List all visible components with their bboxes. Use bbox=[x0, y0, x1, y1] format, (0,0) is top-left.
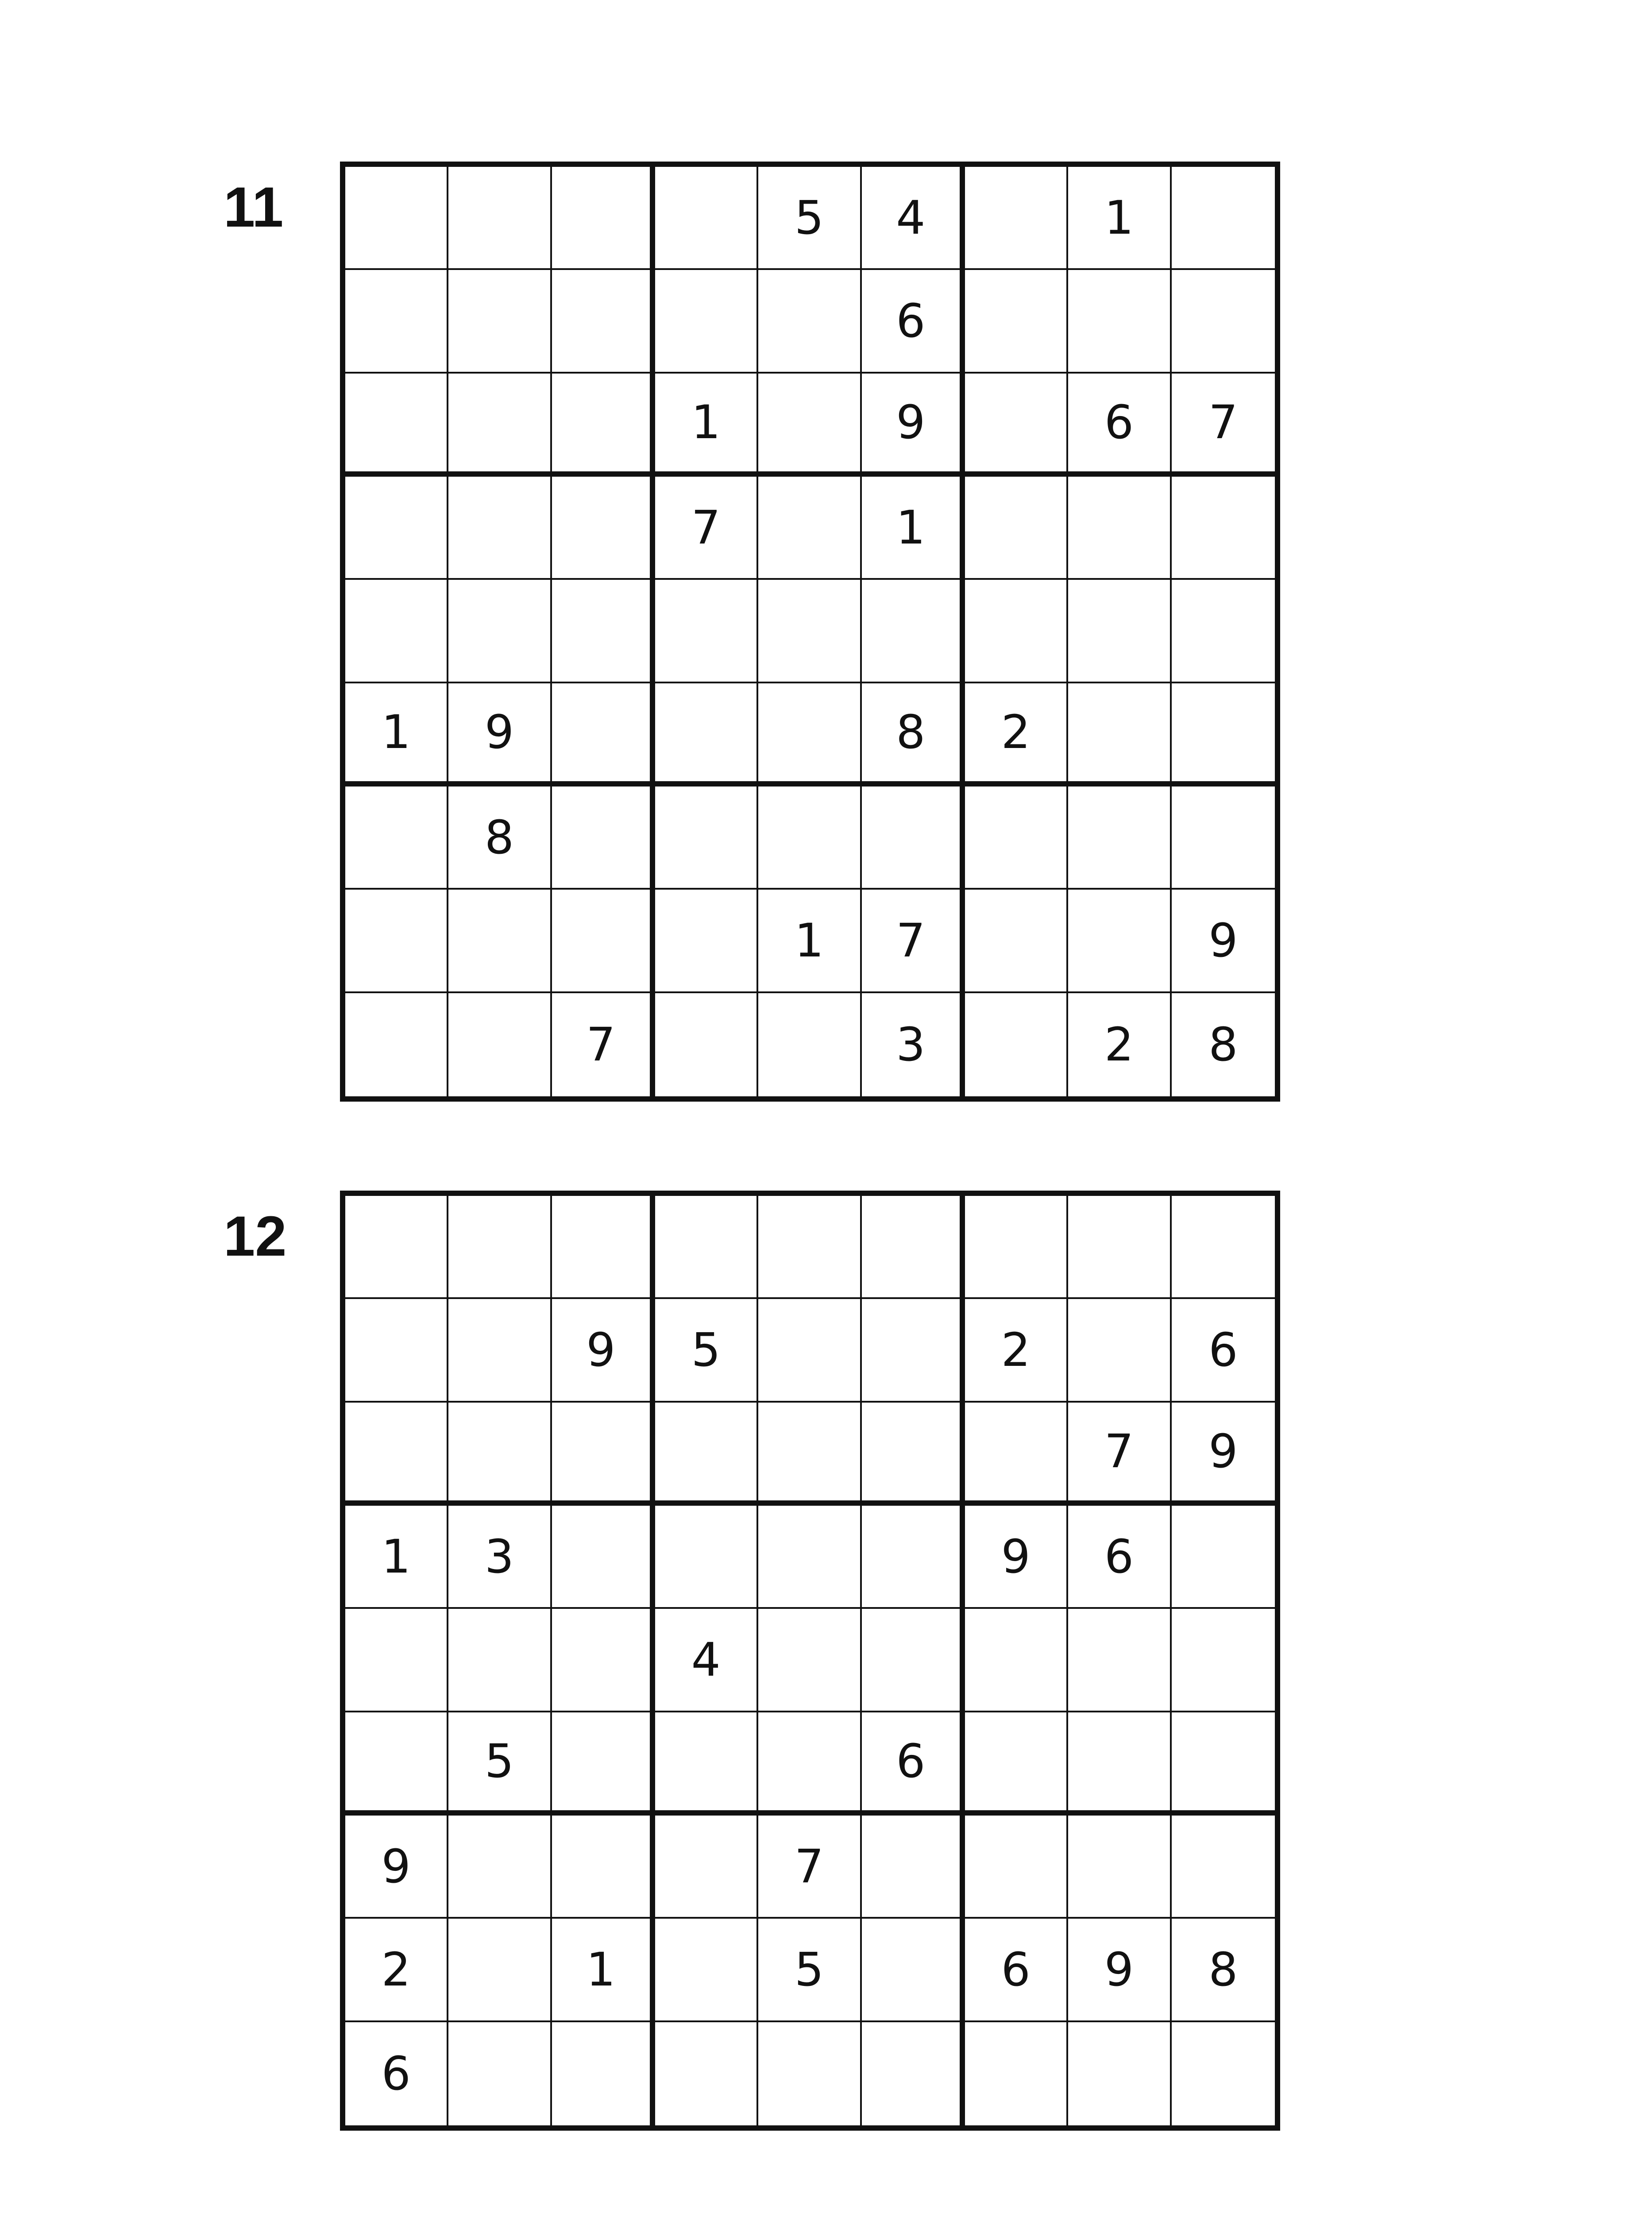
empty-cell[interactable] bbox=[655, 993, 758, 1096]
empty-cell[interactable] bbox=[862, 1403, 965, 1506]
empty-cell[interactable] bbox=[965, 1196, 1068, 1299]
empty-cell[interactable] bbox=[552, 1712, 655, 1816]
given-digit-cell: 6 bbox=[1068, 1506, 1171, 1609]
empty-cell[interactable] bbox=[862, 1506, 965, 1609]
given-digit-cell: 3 bbox=[862, 993, 965, 1096]
empty-cell[interactable] bbox=[655, 787, 758, 890]
empty-cell[interactable] bbox=[965, 270, 1068, 373]
empty-cell[interactable] bbox=[965, 167, 1068, 270]
empty-cell[interactable] bbox=[552, 580, 655, 683]
empty-cell[interactable] bbox=[448, 890, 552, 993]
given-digit-cell: 2 bbox=[965, 1299, 1068, 1402]
given-digit-cell: 8 bbox=[448, 787, 552, 890]
given-digit-cell: 4 bbox=[655, 1609, 758, 1712]
empty-cell[interactable] bbox=[758, 477, 861, 580]
given-digit-cell: 2 bbox=[345, 1919, 448, 2022]
empty-cell[interactable] bbox=[965, 580, 1068, 683]
given-digit-cell: 5 bbox=[655, 1299, 758, 1402]
given-digit-cell: 1 bbox=[758, 890, 861, 993]
empty-cell[interactable] bbox=[552, 477, 655, 580]
empty-cell[interactable] bbox=[552, 1403, 655, 1506]
empty-cell[interactable] bbox=[655, 890, 758, 993]
empty-cell[interactable] bbox=[552, 1609, 655, 1712]
empty-cell[interactable] bbox=[1172, 1196, 1275, 1299]
given-digit-cell: 6 bbox=[965, 1919, 1068, 2022]
given-digit-cell: 1 bbox=[1068, 167, 1171, 270]
empty-cell[interactable] bbox=[965, 2022, 1068, 2125]
empty-cell[interactable] bbox=[448, 374, 552, 477]
given-digit-cell: 1 bbox=[655, 374, 758, 477]
empty-cell[interactable] bbox=[1068, 477, 1171, 580]
empty-cell[interactable] bbox=[448, 1196, 552, 1299]
given-digit-cell: 9 bbox=[345, 1816, 448, 1919]
empty-cell[interactable] bbox=[1068, 1816, 1171, 1919]
empty-cell[interactable] bbox=[965, 1403, 1068, 1506]
empty-cell[interactable] bbox=[448, 1816, 552, 1919]
empty-cell[interactable] bbox=[448, 270, 552, 373]
given-digit-cell: 8 bbox=[1172, 1919, 1275, 2022]
empty-cell[interactable] bbox=[1068, 270, 1171, 373]
empty-cell[interactable] bbox=[1068, 1712, 1171, 1816]
empty-cell[interactable] bbox=[758, 374, 861, 477]
empty-cell[interactable] bbox=[345, 580, 448, 683]
empty-cell[interactable] bbox=[448, 1299, 552, 1402]
given-digit-cell: 9 bbox=[965, 1506, 1068, 1609]
empty-cell[interactable] bbox=[965, 787, 1068, 890]
given-digit-cell: 7 bbox=[552, 993, 655, 1096]
given-digit-cell: 7 bbox=[1068, 1403, 1171, 1506]
empty-cell[interactable] bbox=[1172, 683, 1275, 787]
given-digit-cell: 8 bbox=[862, 683, 965, 787]
empty-cell[interactable] bbox=[655, 580, 758, 683]
empty-cell[interactable] bbox=[1172, 2022, 1275, 2125]
empty-cell[interactable] bbox=[862, 787, 965, 890]
puzzle-number: 12 bbox=[224, 1205, 287, 1268]
given-digit-cell: 7 bbox=[1172, 374, 1275, 477]
empty-cell[interactable] bbox=[448, 1919, 552, 2022]
empty-cell[interactable] bbox=[965, 374, 1068, 477]
empty-cell[interactable] bbox=[345, 270, 448, 373]
empty-cell[interactable] bbox=[758, 683, 861, 787]
puzzle-number: 11 bbox=[224, 176, 284, 239]
empty-cell[interactable] bbox=[862, 1919, 965, 2022]
empty-cell[interactable] bbox=[862, 1816, 965, 1919]
empty-cell[interactable] bbox=[655, 167, 758, 270]
empty-cell[interactable] bbox=[1172, 1712, 1275, 1816]
empty-cell[interactable] bbox=[552, 2022, 655, 2125]
empty-cell[interactable] bbox=[758, 993, 861, 1096]
empty-cell[interactable] bbox=[655, 683, 758, 787]
empty-cell[interactable] bbox=[655, 1712, 758, 1816]
empty-cell[interactable] bbox=[345, 1712, 448, 1816]
empty-cell[interactable] bbox=[345, 1196, 448, 1299]
sudoku-grid bbox=[340, 162, 1280, 1102]
sudoku-grid bbox=[340, 1191, 1280, 2131]
empty-cell[interactable] bbox=[345, 477, 448, 580]
empty-cell[interactable] bbox=[448, 580, 552, 683]
empty-cell[interactable] bbox=[345, 167, 448, 270]
empty-cell[interactable] bbox=[552, 1196, 655, 1299]
empty-cell[interactable] bbox=[862, 2022, 965, 2125]
given-digit-cell: 9 bbox=[1172, 890, 1275, 993]
empty-cell[interactable] bbox=[965, 890, 1068, 993]
given-digit-cell: 2 bbox=[1068, 993, 1171, 1096]
empty-cell[interactable] bbox=[552, 683, 655, 787]
given-digit-cell: 6 bbox=[1172, 1299, 1275, 1402]
empty-cell[interactable] bbox=[758, 1403, 861, 1506]
empty-cell[interactable] bbox=[552, 890, 655, 993]
empty-cell[interactable] bbox=[1172, 1609, 1275, 1712]
given-digit-cell: 9 bbox=[1172, 1403, 1275, 1506]
empty-cell[interactable] bbox=[965, 477, 1068, 580]
empty-cell[interactable] bbox=[965, 1712, 1068, 1816]
empty-cell[interactable] bbox=[655, 1506, 758, 1609]
empty-cell[interactable] bbox=[965, 993, 1068, 1096]
given-digit-cell: 9 bbox=[448, 683, 552, 787]
empty-cell[interactable] bbox=[448, 167, 552, 270]
given-digit-cell: 1 bbox=[552, 1919, 655, 2022]
given-digit-cell: 7 bbox=[655, 477, 758, 580]
empty-cell[interactable] bbox=[862, 1299, 965, 1402]
given-digit-cell: 6 bbox=[345, 2022, 448, 2125]
empty-cell[interactable] bbox=[448, 1609, 552, 1712]
empty-cell[interactable] bbox=[758, 580, 861, 683]
empty-cell[interactable] bbox=[758, 787, 861, 890]
empty-cell[interactable] bbox=[552, 787, 655, 890]
given-digit-cell: 9 bbox=[862, 374, 965, 477]
given-digit-cell: 6 bbox=[862, 270, 965, 373]
empty-cell[interactable] bbox=[345, 1403, 448, 1506]
given-digit-cell: 1 bbox=[862, 477, 965, 580]
empty-cell[interactable] bbox=[758, 2022, 861, 2125]
empty-cell[interactable] bbox=[345, 1299, 448, 1402]
empty-cell[interactable] bbox=[1068, 580, 1171, 683]
empty-cell[interactable] bbox=[758, 1609, 861, 1712]
empty-cell[interactable] bbox=[862, 580, 965, 683]
empty-cell[interactable] bbox=[1172, 580, 1275, 683]
empty-cell[interactable] bbox=[655, 270, 758, 373]
given-digit-cell: 6 bbox=[862, 1712, 965, 1816]
empty-cell[interactable] bbox=[1068, 683, 1171, 787]
empty-cell[interactable] bbox=[345, 890, 448, 993]
empty-cell[interactable] bbox=[448, 2022, 552, 2125]
given-digit-cell: 1 bbox=[345, 683, 448, 787]
given-digit-cell: 5 bbox=[758, 167, 861, 270]
given-digit-cell: 5 bbox=[448, 1712, 552, 1816]
empty-cell[interactable] bbox=[1172, 167, 1275, 270]
empty-cell[interactable] bbox=[655, 1196, 758, 1299]
empty-cell[interactable] bbox=[1068, 890, 1171, 993]
empty-cell[interactable] bbox=[552, 270, 655, 373]
empty-cell[interactable] bbox=[758, 1712, 861, 1816]
empty-cell[interactable] bbox=[1172, 270, 1275, 373]
empty-cell[interactable] bbox=[758, 270, 861, 373]
empty-cell[interactable] bbox=[758, 1196, 861, 1299]
given-digit-cell: 7 bbox=[862, 890, 965, 993]
empty-cell[interactable] bbox=[345, 374, 448, 477]
given-digit-cell: 7 bbox=[758, 1816, 861, 1919]
empty-cell[interactable] bbox=[345, 787, 448, 890]
empty-cell[interactable] bbox=[1172, 477, 1275, 580]
empty-cell[interactable] bbox=[1172, 1506, 1275, 1609]
empty-cell[interactable] bbox=[1172, 1816, 1275, 1919]
empty-cell[interactable] bbox=[1068, 1196, 1171, 1299]
given-digit-cell: 9 bbox=[552, 1299, 655, 1402]
given-digit-cell: 8 bbox=[1208, 1018, 1238, 1072]
empty-cell[interactable] bbox=[862, 1196, 965, 1299]
empty-cell[interactable] bbox=[965, 1816, 1068, 1919]
empty-cell[interactable] bbox=[552, 167, 655, 270]
empty-cell[interactable] bbox=[965, 1609, 1068, 1712]
empty-cell[interactable] bbox=[655, 1403, 758, 1506]
empty-cell[interactable] bbox=[448, 993, 552, 1096]
given-digit-cell: 4 bbox=[862, 167, 965, 270]
empty-cell[interactable] bbox=[448, 477, 552, 580]
empty-cell[interactable] bbox=[552, 1506, 655, 1609]
empty-cell[interactable] bbox=[552, 374, 655, 477]
given-digit-cell: 5 bbox=[758, 1919, 861, 2022]
empty-cell[interactable] bbox=[758, 1299, 861, 1402]
empty-cell[interactable] bbox=[655, 1919, 758, 2022]
given-digit-cell: 2 bbox=[965, 683, 1068, 787]
empty-cell[interactable] bbox=[1068, 1299, 1171, 1402]
empty-cell[interactable] bbox=[345, 1609, 448, 1712]
empty-cell[interactable] bbox=[1172, 787, 1275, 890]
empty-cell[interactable] bbox=[655, 2022, 758, 2125]
empty-cell[interactable] bbox=[552, 1816, 655, 1919]
given-digit-cell: 9 bbox=[1068, 1919, 1171, 2022]
given-digit-cell: 1 bbox=[345, 1506, 448, 1609]
empty-cell[interactable] bbox=[345, 993, 448, 1096]
empty-cell[interactable] bbox=[1068, 787, 1171, 890]
empty-cell[interactable] bbox=[448, 1403, 552, 1506]
empty-cell[interactable] bbox=[655, 1816, 758, 1919]
empty-cell[interactable] bbox=[1068, 2022, 1171, 2125]
given-digit-cell: 6 bbox=[1068, 374, 1171, 477]
empty-cell[interactable] bbox=[758, 1506, 861, 1609]
given-digit-cell: 3 bbox=[448, 1506, 552, 1609]
empty-cell[interactable] bbox=[862, 1609, 965, 1712]
empty-cell[interactable] bbox=[1068, 1609, 1171, 1712]
